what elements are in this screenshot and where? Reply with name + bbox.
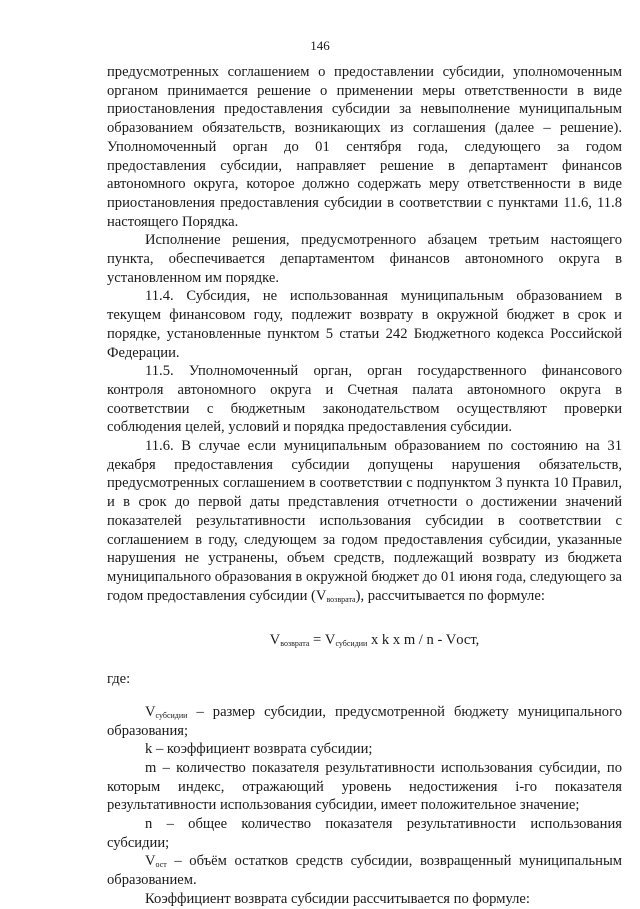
paragraph-responsibility: предусмотренных соглашением о предоставлении субсидии, уполномоченным органом принимается решение о применении меры ответственности в виде приостановления предоставления субсидии за невыполнение муниципальным образованием обязательств, возникающих из соглашения (далее – решение). Уполномоченный орган до 01 сентября года, следующего за годом предоставления субсидии, направляет решение в департамент финансов автономного округа, которое должно содержать меру ответственности в виде приостановления предоставления субсидии в соответствии с пунктами 11.6, 11.8 настоящего Порядка. bbox=[107, 64, 622, 230]
page-number: 146 bbox=[310, 38, 330, 53]
paragraph-11-6 bbox=[107, 437, 622, 605]
formula-sub-return: возврата bbox=[280, 639, 310, 649]
paragraph-11-6-text: 11.6. В случае если муниципальным образованием по состоянию на 31 декабря предоставления субсидии допущены нарушения обязательств, предусмотренных соглашением в соответствии с подпунктом 3 пункта 10 Правил, и в срок до первой даты представления отчетности о достижении значений показателей результативности использования субсидии в соответствии с соглашением в году, следующем за годом предоставления субсидии, указанные нарушения не устранены, объем средств, подлежащий возврату из бюджета муниципального образования в окружной бюджет до 01 июня года, следующего за годом предоставления субсидии (V bbox=[107, 438, 623, 604]
definition-v-subsidy-text: – размер субсидии, предусмотренной бюджету муниципального образования; bbox=[107, 703, 622, 739]
definition-v-subsidy bbox=[107, 703, 622, 740]
where-label: где: bbox=[107, 671, 131, 688]
formula-rest: x k x m / n - Vост, bbox=[367, 632, 480, 649]
definition-k: k – коэффициент возврата субсидии; bbox=[145, 741, 373, 758]
definition-v-rest-subscript: ост bbox=[155, 860, 167, 870]
paragraph-11-4: 11.4. Субсидия, не использованная муниципальным образованием в текущем финансовом году, подлежит возврату в окружной бюджет в срок и порядке, установленные пунктом 5 статьи 242 Бюджетного кодекса Российской Федерации. bbox=[107, 288, 622, 361]
paragraph-11-6-subscript: возврата bbox=[326, 594, 356, 604]
definition-v-rest bbox=[107, 852, 622, 889]
spacer bbox=[107, 689, 622, 703]
coefficient-intro: Коэффициент возврата субсидии рассчитывается по формуле: bbox=[145, 890, 530, 907]
definition-v-subsidy-subscript: субсидии bbox=[155, 710, 188, 720]
definition-n: n – общее количество показателя результативности использования субсидии; bbox=[107, 816, 622, 851]
definition-v-subsidy-symbol: V bbox=[145, 703, 156, 720]
formula-sub-subsidy: субсидии bbox=[335, 639, 368, 649]
paragraph-execution: Исполнение решения, предусмотренного абзацем третьим настоящего пункта, обеспечивается департаментом финансов автономного округа в установленном им порядке. bbox=[107, 232, 622, 286]
paragraph-11-6-tail: ), рассчитывается по формуле: bbox=[355, 587, 545, 604]
definition-m: m – количество показателя результативности использования субсидии, по которым индекс, отражающий уровень недостижения i-го показателя результативности использования субсидии, имеет положительное значение; bbox=[107, 759, 622, 814]
paragraph-11-5: 11.5. Уполномоченный орган, орган государственного финансового контроля автономного округа и Счетная палата автономного округа в соответствии с бюджетным законодательством осуществляют проверки соблюдения целей, условий и порядка предоставления субсидии. bbox=[107, 363, 622, 436]
formula-eq: = V bbox=[309, 632, 336, 649]
document-body bbox=[107, 63, 622, 909]
definition-v-rest-text: – объём остатков средств субсидии, возвращенный муниципальным образованием. bbox=[107, 853, 622, 889]
formula-v: V bbox=[269, 632, 281, 649]
definition-v-rest-symbol: V bbox=[145, 853, 156, 870]
return-formula bbox=[107, 631, 622, 650]
